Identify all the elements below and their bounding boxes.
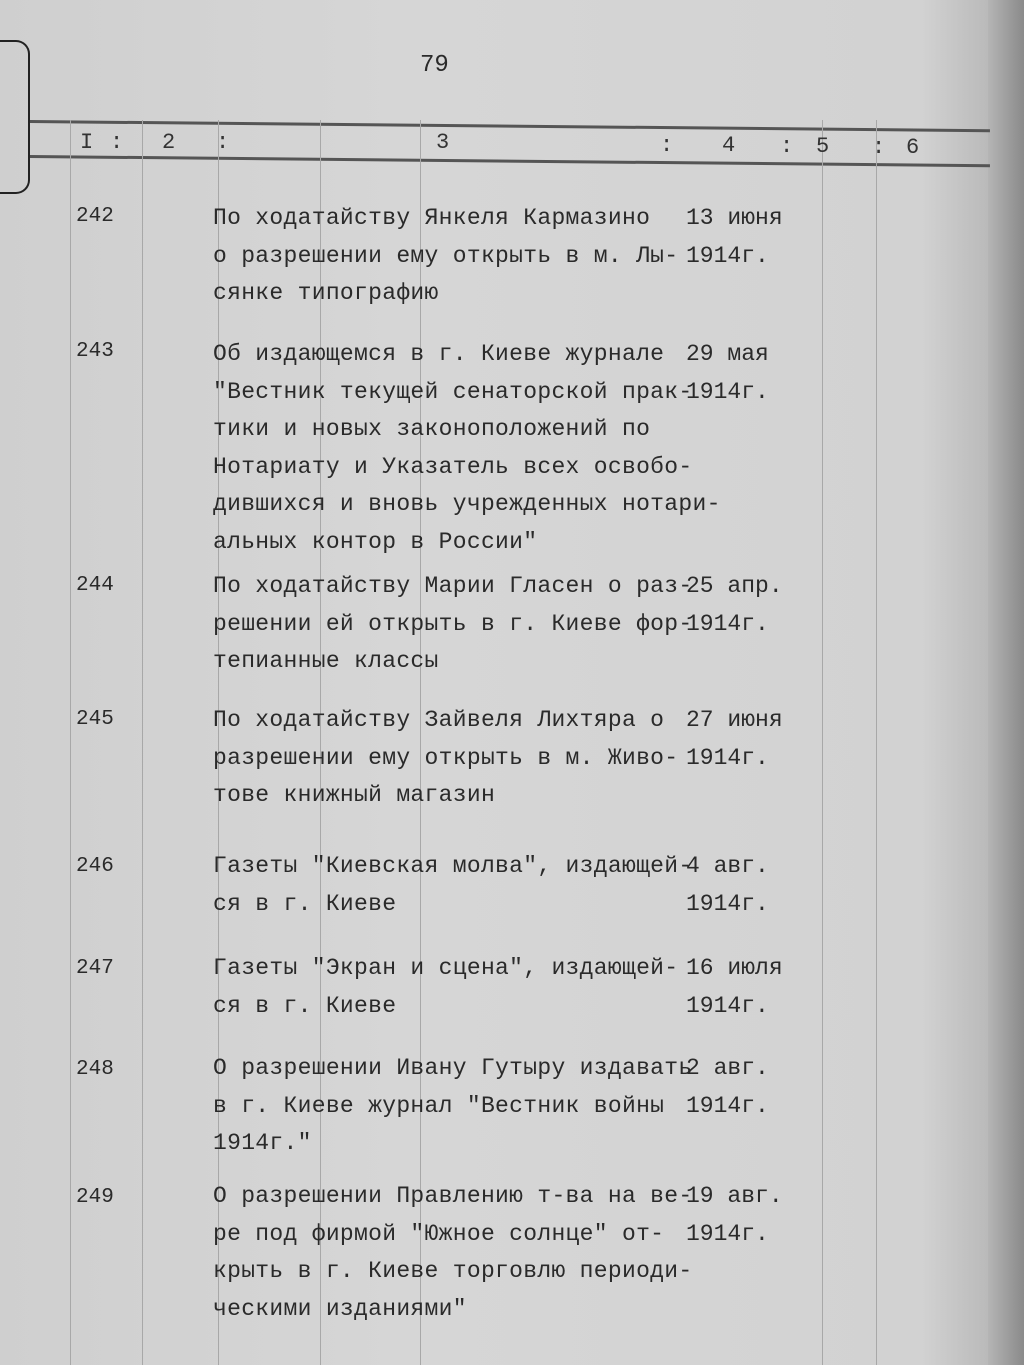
column-divider	[70, 120, 71, 1365]
entry-title: О разрешении Правлению т-ва на ве- ре под фирмой "Южное солнце" от- крыть в г. Киеве торговлю периоди- ческими изданиями"	[213, 1183, 693, 1322]
entry-title: По ходатайству Янкеля Кармазино о разрешении ему открыть в м. Лы- сянке типографию	[213, 205, 679, 306]
column-separator: :	[660, 133, 674, 158]
entry-date: 4 авг. 1914г.	[686, 853, 769, 917]
column-separator: :	[780, 134, 794, 159]
entry-date: 25 апр. 1914г.	[686, 573, 783, 637]
entry-date: 2 авг. 1914г.	[686, 1055, 769, 1119]
entry-title: Об издающемся в г. Киеве журнале "Вестник текущей сенаторской прак- тики и новых законоположений по Нотариату и Указатель всех освобо- дившихся и вновь учрежденных нотари- альных контор в России"	[213, 341, 721, 555]
entry-title: Газеты "Экран и сцена", издающей- ся в г. Киеве	[213, 955, 679, 1019]
column-header: 4	[722, 133, 736, 158]
column-header: 6	[906, 135, 920, 160]
column-header: I	[80, 130, 94, 155]
entry-date: 13 июня 1914г.	[686, 205, 783, 269]
entry-number: 247	[76, 957, 114, 980]
column-header: 3	[436, 130, 450, 155]
page-number: 79	[420, 52, 449, 79]
entry-number: 248	[76, 1058, 114, 1081]
entry-title: Газеты "Киевская молва", издающей- ся в г. Киеве	[213, 853, 693, 917]
column-separator: :	[872, 135, 886, 160]
header-bottom-rule	[30, 155, 990, 167]
column-separator: :	[216, 130, 230, 155]
entry-date: 19 авг. 1914г.	[686, 1183, 783, 1247]
column-header: 2	[162, 130, 176, 155]
entry-date: 29 мая 1914г.	[686, 341, 769, 405]
entry-title: О разрешении Ивану Гутыру издавать в г. Киеве журнал "Вестник войны 1914г."	[213, 1055, 693, 1156]
entry-number: 242	[76, 205, 114, 228]
entry-number: 249	[76, 1186, 114, 1209]
page-edge-shadow	[988, 0, 1024, 1365]
entry-number: 243	[76, 340, 114, 363]
entry-number: 245	[76, 708, 114, 731]
entry-date: 16 июля 1914г.	[686, 955, 783, 1019]
entry-title: По ходатайству Марии Гласен о раз- решении ей открыть в г. Киеве фор- тепианные классы	[213, 573, 693, 674]
entry-title: По ходатайству Зайвеля Лихтяра о разрешении ему открыть в м. Живо- тове книжный магазин	[213, 707, 679, 808]
column-divider	[822, 120, 823, 1365]
entry-date: 27 июня 1914г.	[686, 707, 783, 771]
entry-number: 244	[76, 574, 114, 597]
column-divider	[876, 120, 877, 1365]
column-separator: :	[110, 130, 124, 155]
column-header: 5	[816, 134, 830, 159]
binding-edge	[0, 40, 30, 194]
entry-number: 246	[76, 855, 114, 878]
column-divider	[142, 120, 143, 1365]
